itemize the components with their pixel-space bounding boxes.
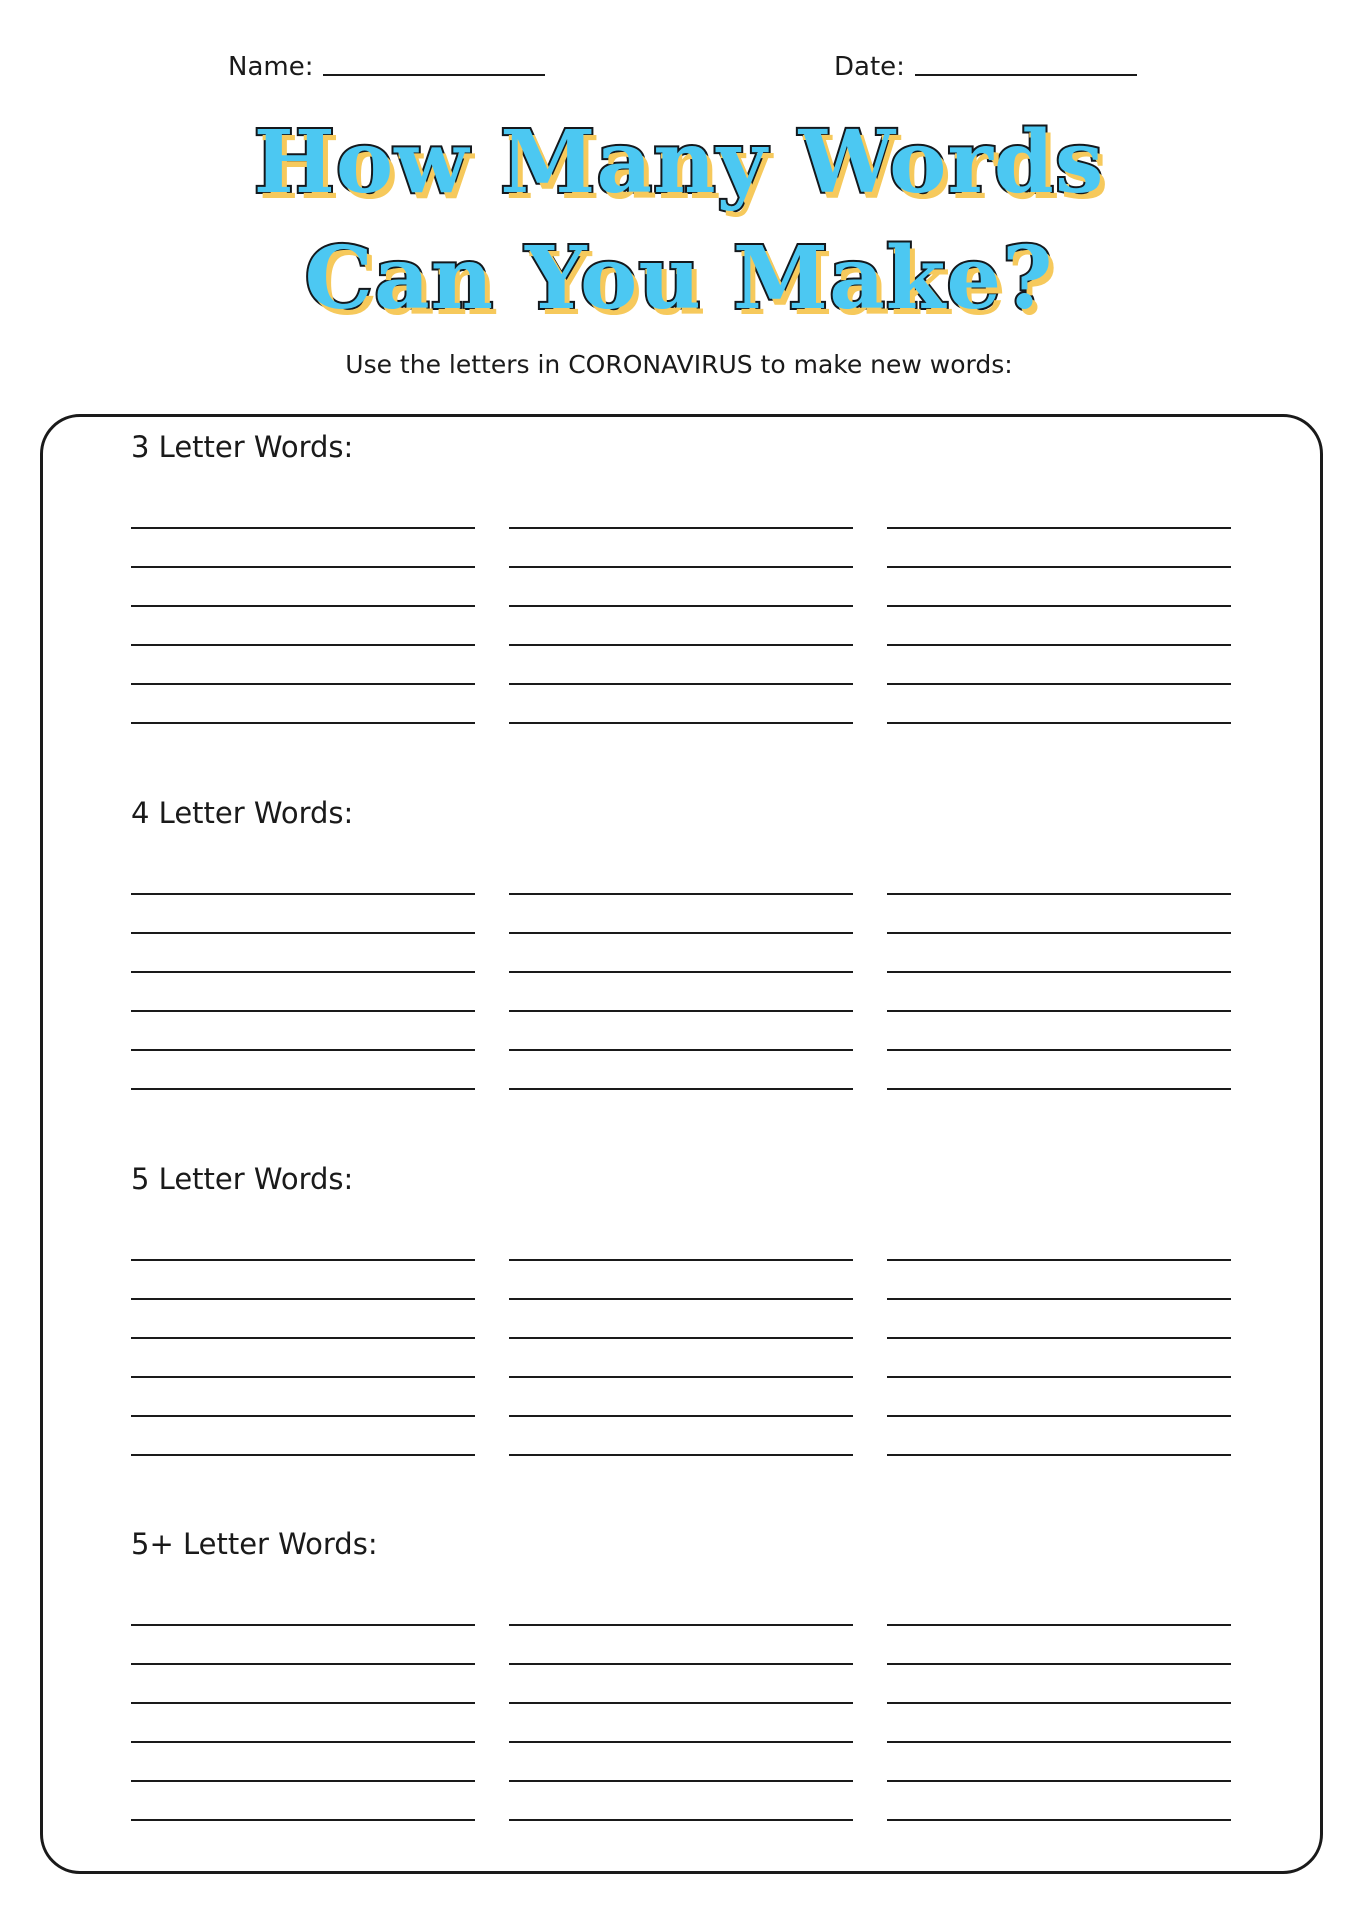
answer-line[interactable] <box>887 1259 1231 1261</box>
answer-line[interactable] <box>887 971 1231 973</box>
name-blank-line[interactable] <box>323 74 545 76</box>
title-line-1: How Many Words <box>253 112 1105 213</box>
answer-line[interactable] <box>509 1337 853 1339</box>
answer-line[interactable] <box>131 1780 475 1782</box>
answer-column <box>887 527 1231 761</box>
answer-column <box>887 893 1231 1127</box>
answer-line[interactable] <box>509 1624 853 1626</box>
answer-line[interactable] <box>509 932 853 934</box>
answer-line[interactable] <box>509 1454 853 1456</box>
answer-column <box>509 1259 853 1493</box>
answer-line[interactable] <box>131 1819 475 1821</box>
answer-column <box>887 1624 1231 1858</box>
name-field[interactable] <box>228 52 545 82</box>
section-heading: 5+ Letter Words: <box>131 1527 378 1561</box>
answer-line[interactable] <box>887 1454 1231 1456</box>
answer-line[interactable] <box>509 1010 853 1012</box>
answer-line[interactable] <box>131 1337 475 1339</box>
answer-line[interactable] <box>509 1663 853 1665</box>
answer-line[interactable] <box>509 566 853 568</box>
answer-line[interactable] <box>887 1702 1231 1704</box>
answer-line[interactable] <box>887 1741 1231 1743</box>
answer-line[interactable] <box>887 722 1231 724</box>
answer-line[interactable] <box>131 1415 475 1417</box>
answer-line[interactable] <box>509 1780 853 1782</box>
answer-line[interactable] <box>509 1702 853 1704</box>
answer-line[interactable] <box>887 605 1231 607</box>
answer-line[interactable] <box>131 932 475 934</box>
answer-line[interactable] <box>887 566 1231 568</box>
answer-line[interactable] <box>131 1049 475 1051</box>
answer-line[interactable] <box>131 722 475 724</box>
answer-column <box>131 1259 475 1493</box>
answer-line[interactable] <box>131 1454 475 1456</box>
answer-line[interactable] <box>887 1624 1231 1626</box>
answer-line[interactable] <box>887 1376 1231 1378</box>
answer-line[interactable] <box>131 1741 475 1743</box>
answer-line[interactable] <box>509 971 853 973</box>
answer-line[interactable] <box>509 683 853 685</box>
answer-column <box>131 893 475 1127</box>
answer-line[interactable] <box>887 1819 1231 1821</box>
answer-line[interactable] <box>509 1415 853 1417</box>
answer-column <box>509 1624 853 1858</box>
answer-line[interactable] <box>509 1298 853 1300</box>
answer-line[interactable] <box>887 644 1231 646</box>
answer-line[interactable] <box>509 1741 853 1743</box>
answer-line[interactable] <box>131 605 475 607</box>
date-blank-line[interactable] <box>915 74 1137 76</box>
answer-line[interactable] <box>509 1259 853 1261</box>
answer-line[interactable] <box>887 1298 1231 1300</box>
answer-line[interactable] <box>509 644 853 646</box>
answer-line[interactable] <box>887 683 1231 685</box>
answer-line[interactable] <box>131 1624 475 1626</box>
answer-line[interactable] <box>887 932 1231 934</box>
answer-column <box>509 527 853 761</box>
answer-line[interactable] <box>887 1337 1231 1339</box>
title-line-2: Can You Make? <box>304 228 1054 329</box>
answer-line[interactable] <box>131 1298 475 1300</box>
instruction-text: Use the letters in CORONAVIRUS to make new words: <box>345 350 1013 379</box>
answer-line[interactable] <box>509 605 853 607</box>
section-heading: 5 Letter Words: <box>131 1162 354 1196</box>
worksheet-title <box>0 105 1358 337</box>
section-3-letter <box>131 427 1271 467</box>
answer-column <box>131 1624 475 1858</box>
date-label: Date: <box>834 52 905 82</box>
answer-line[interactable] <box>131 683 475 685</box>
answer-line[interactable] <box>131 1702 475 1704</box>
answer-line[interactable] <box>887 1663 1231 1665</box>
answer-line[interactable] <box>131 1663 475 1665</box>
answer-line[interactable] <box>131 1376 475 1378</box>
answer-line[interactable] <box>131 566 475 568</box>
answer-line[interactable] <box>509 1819 853 1821</box>
answer-line[interactable] <box>509 1049 853 1051</box>
section-heading: 4 Letter Words: <box>131 796 354 830</box>
answer-line[interactable] <box>887 527 1231 529</box>
section-5-plus-letter <box>131 1524 1271 1564</box>
answer-box <box>40 414 1323 1874</box>
answer-column <box>131 527 475 761</box>
answer-line[interactable] <box>887 893 1231 895</box>
answer-line[interactable] <box>131 527 475 529</box>
section-5-letter <box>131 1159 1271 1199</box>
answer-line[interactable] <box>509 527 853 529</box>
answer-line[interactable] <box>887 1010 1231 1012</box>
answer-column <box>887 1259 1231 1493</box>
answer-line[interactable] <box>131 971 475 973</box>
answer-line[interactable] <box>131 893 475 895</box>
answer-line[interactable] <box>509 1376 853 1378</box>
section-heading: 3 Letter Words: <box>131 430 354 464</box>
answer-line[interactable] <box>509 893 853 895</box>
name-label: Name: <box>228 52 314 82</box>
answer-line[interactable] <box>887 1415 1231 1417</box>
answer-line[interactable] <box>509 1088 853 1090</box>
section-4-letter <box>131 793 1271 833</box>
answer-line[interactable] <box>131 644 475 646</box>
answer-line[interactable] <box>887 1780 1231 1782</box>
answer-line[interactable] <box>131 1088 475 1090</box>
date-field[interactable] <box>834 52 1137 82</box>
answer-line[interactable] <box>509 722 853 724</box>
answer-line[interactable] <box>887 1049 1231 1051</box>
answer-line[interactable] <box>887 1088 1231 1090</box>
answer-line[interactable] <box>131 1010 475 1012</box>
answer-column <box>509 893 853 1127</box>
answer-line[interactable] <box>131 1259 475 1261</box>
